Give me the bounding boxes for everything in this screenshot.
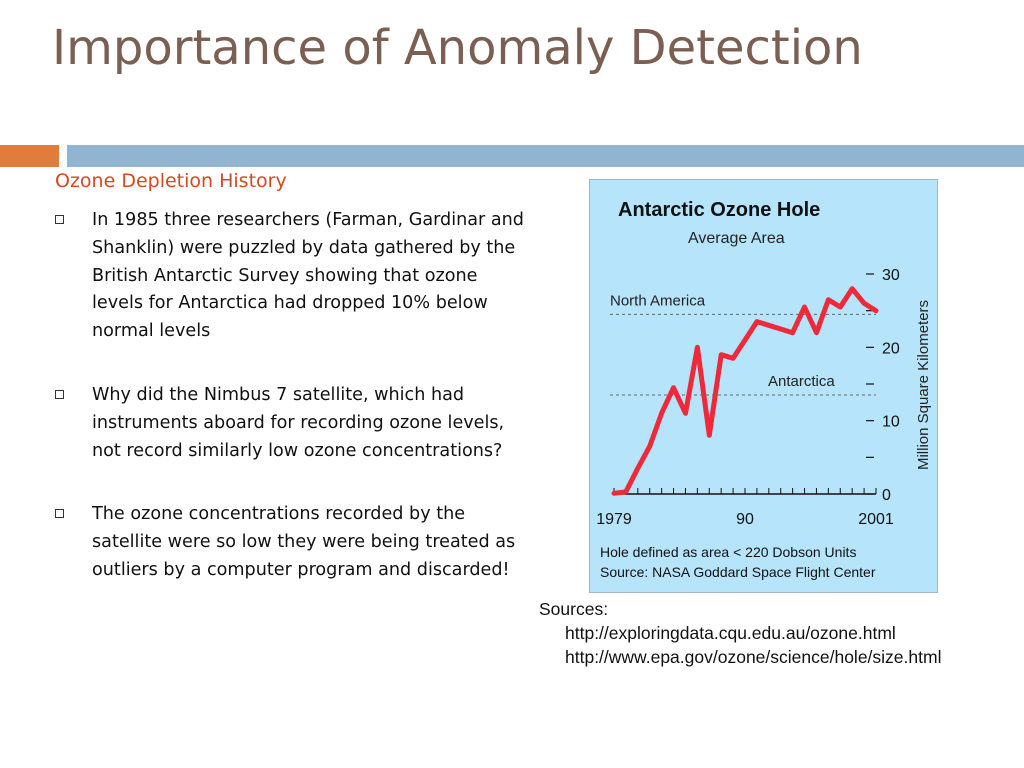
square-bullet-icon [55,215,64,224]
source-link[interactable]: http://www.epa.gov/ozone/science/hole/size.html [565,647,942,667]
bullet-text: In 1985 three researchers (Farman, Gardinar and Shanklin) were puzzled by data gathered by the British Antarctic Survey showing that ozone levels for Antarctica had dropped 10% below normal levels [92,210,524,342]
square-bullet-icon [55,509,64,518]
reference-line-label: North America [610,292,706,310]
reference-line-label: Antarctica [768,373,835,390]
y-tick-label: 10 [882,413,900,431]
square-bullet-icon [55,390,64,399]
x-tick-label: 90 [736,511,754,528]
title-accent-bar-blue [67,145,1024,167]
y-tick-label: 0 [882,487,891,504]
sources-label: Sources: [539,599,609,619]
bullet-item [55,382,525,465]
bullet-list [55,207,525,621]
x-tick-label: 1979 [596,511,632,528]
y-tick-label: 30 [882,267,900,284]
section-subtitle: Ozone Depletion History [55,170,287,192]
sources-block [539,597,941,669]
bullet-text: Why did the Nimbus 7 satellite, which had instruments aboard for recording ozone levels, not record similarly low ozone concentrations? [92,384,505,461]
y-axis-label: Million Square Kilometers [915,299,932,471]
plot-area [596,267,900,528]
bullet-item [55,207,525,346]
source-link[interactable]: http://exploringdata.cqu.edu.au/ozone.html [565,623,896,643]
ozone-hole-chart [589,179,938,593]
chart-subtitle: Average Area [688,230,785,247]
x-tick-label: 2001 [858,511,894,528]
title-accent-bar-orange [0,145,59,167]
chart-title: Antarctic Ozone Hole [618,199,821,221]
page-title: Importance of Anomaly Detection [52,20,863,76]
chart-footnote: Hole defined as area < 220 Dobson Units [600,544,857,560]
y-tick-label: 20 [882,340,900,358]
bullet-item [55,501,525,584]
series-line [614,289,876,494]
chart-footnote: Source: NASA Goddard Space Flight Center [600,564,876,580]
chart-svg [590,180,937,592]
bullet-text: The ozone concentrations recorded by the satellite were so low they were being treated as outliers by a computer program and discarded! [92,504,516,580]
